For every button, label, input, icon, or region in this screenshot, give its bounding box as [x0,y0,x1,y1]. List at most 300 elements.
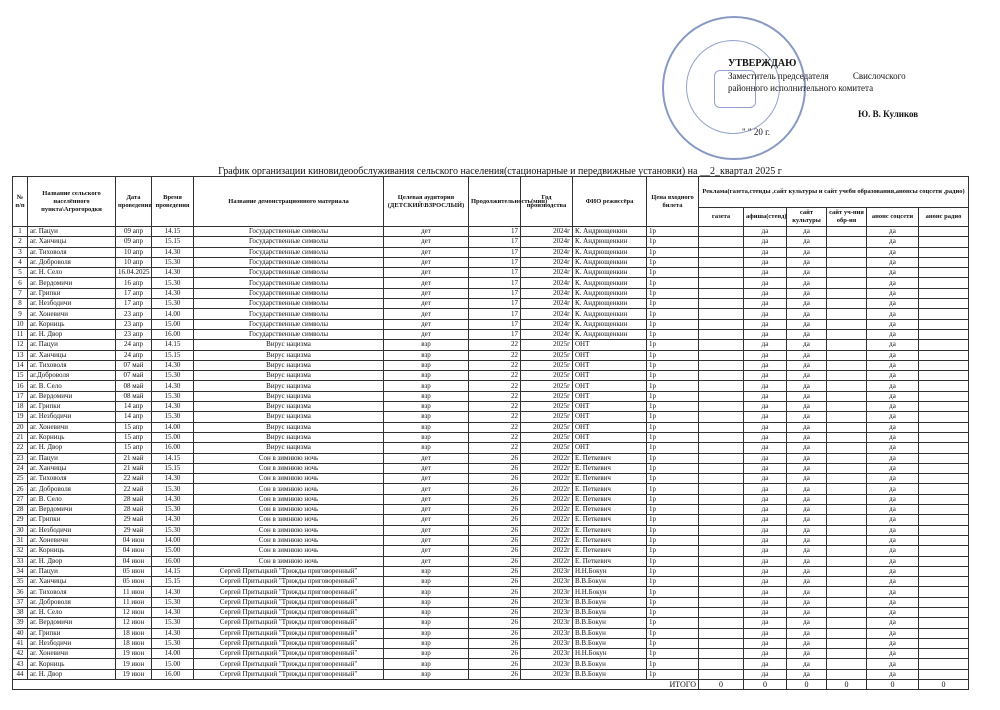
cell-settlement: аг. Н. Двор [28,669,116,679]
cell-ads-radio [919,535,969,545]
cell-time: 14.30 [152,587,194,597]
cell-ads-social: да [867,505,919,515]
cell-ads-social: да [867,453,919,463]
cell-year: 2023г [521,577,573,587]
cell-settlement: аг. Ханчицы [28,237,116,247]
cell-date: 04 июн [116,556,152,566]
cell-ads-social: да [867,360,919,370]
cell-ads-culture-site: да [787,525,827,535]
cell-num: 28 [13,505,28,515]
cell-date: 29 май [116,515,152,525]
cell-ads-radio [919,288,969,298]
cell-time: 14.30 [152,607,194,617]
cell-date: 21 май [116,463,152,473]
cell-date: 24 апр [116,350,152,360]
cell-price: 1р [647,432,699,442]
cell-ads-social: да [867,515,919,525]
cell-year: 2023г [521,566,573,576]
cell-director: ОНТ [573,371,647,381]
cell-ads-newspaper [699,463,744,473]
cell-film: Сергей Притыцкий "Трижды приговоренный" [194,669,384,679]
cell-ads-poster: да [744,546,787,556]
cell-ads-culture-site: да [787,278,827,288]
cell-time: 15.00 [152,432,194,442]
cell-ads-poster: да [744,556,787,566]
cell-ads-edu-site [827,237,867,247]
cell-ads-social: да [867,566,919,576]
table-row [13,360,969,370]
page-title: График организации киновидеообслуживания сельского населения(стационарные и передвижные установки) на __2_квартал 2025 г [218,166,782,177]
cell-director: Е. Петкевич [573,525,647,535]
cell-date: 15 апр [116,422,152,432]
cell-film: Государственные символы [194,309,384,319]
cell-ads-edu-site [827,329,867,339]
cell-time: 15.30 [152,278,194,288]
cell-num: 31 [13,535,28,545]
approval-block [728,58,978,138]
cell-time: 15.30 [152,525,194,535]
cell-film: Сон в зимнюю ночь [194,505,384,515]
cell-director: К. Андрющенкин [573,288,647,298]
cell-duration: 17 [469,247,521,257]
col-ads-culture-site: сайт культуры [787,208,827,227]
cell-director: ОНТ [573,350,647,360]
cell-price: 1р [647,340,699,350]
cell-year: 2023г [521,618,573,628]
cell-director: Е. Петкевич [573,546,647,556]
cell-time: 15.30 [152,391,194,401]
cell-ads-social: да [867,649,919,659]
cell-ads-social: да [867,227,919,237]
table-row [13,669,969,679]
cell-duration: 17 [469,288,521,298]
cell-director: Н.Н.Бокун [573,566,647,576]
cell-ads-social: да [867,546,919,556]
cell-num: 4 [13,257,28,267]
cell-ads-poster: да [744,432,787,442]
cell-audience: взр [384,371,469,381]
cell-date: 23 апр [116,319,152,329]
cell-ads-culture-site: да [787,474,827,484]
cell-year: 2024г [521,227,573,237]
cell-ads-radio [919,453,969,463]
cell-ads-radio [919,628,969,638]
cell-audience: дет [384,268,469,278]
cell-date: 07 май [116,371,152,381]
cell-duration: 17 [469,309,521,319]
cell-settlement: аг. Незбодичи [28,412,116,422]
header-row [13,177,969,208]
cell-duration: 26 [469,515,521,525]
cell-film: Сергей Притыцкий "Трижды приговоренный" [194,618,384,628]
cell-ads-edu-site [827,257,867,267]
cell-time: 14.00 [152,309,194,319]
cell-film: Сон в зимнюю ночь [194,463,384,473]
cell-film: Вирус нацизма [194,412,384,422]
table-row [13,649,969,659]
cell-time: 15.30 [152,618,194,628]
cell-ads-radio [919,649,969,659]
cell-ads-radio [919,587,969,597]
cell-time: 14.30 [152,360,194,370]
cell-audience: дет [384,463,469,473]
cell-year: 2022г [521,463,573,473]
cell-ads-edu-site [827,494,867,504]
cell-ads-radio [919,556,969,566]
cell-ads-culture-site: да [787,350,827,360]
cell-num: 44 [13,669,28,679]
cell-date: 18 июн [116,638,152,648]
cell-price: 1р [647,350,699,360]
cell-director: В.В.Бокун [573,669,647,679]
cell-price: 1р [647,288,699,298]
cell-ads-edu-site [827,227,867,237]
cell-settlement: аг. Доброволя [28,597,116,607]
cell-ads-edu-site [827,618,867,628]
cell-price: 1р [647,247,699,257]
cell-num: 42 [13,649,28,659]
cell-duration: 26 [469,597,521,607]
cell-date: 14 апр [116,412,152,422]
cell-ads-social: да [867,494,919,504]
cell-ads-edu-site [827,474,867,484]
cell-time: 15.30 [152,299,194,309]
cell-ads-newspaper [699,350,744,360]
cell-film: Сон в зимнюю ночь [194,515,384,525]
cell-ads-newspaper [699,597,744,607]
cell-date: 21 май [116,453,152,463]
cell-year: 2024г [521,319,573,329]
cell-director: Н.Н.Бокун [573,587,647,597]
cell-ads-social: да [867,309,919,319]
cell-ads-poster: да [744,618,787,628]
cell-ads-poster: да [744,474,787,484]
cell-ads-social: да [867,607,919,617]
cell-director: К. Андрющенкин [573,227,647,237]
cell-year: 2024г [521,237,573,247]
cell-ads-edu-site [827,402,867,412]
cell-price: 1р [647,525,699,535]
cell-settlement: аг. Незбодичи [28,638,116,648]
cell-ads-poster: да [744,288,787,298]
cell-ads-radio [919,391,969,401]
cell-duration: 22 [469,340,521,350]
cell-time: 14.30 [152,402,194,412]
table-row [13,525,969,535]
cell-ads-social: да [867,638,919,648]
cell-settlement: аг. Грипки [28,515,116,525]
cell-director: ОНТ [573,340,647,350]
cell-time: 14.15 [152,340,194,350]
cell-director: ОНТ [573,381,647,391]
cell-ads-newspaper [699,257,744,267]
cell-time: 16.00 [152,443,194,453]
cell-ads-newspaper [699,515,744,525]
table-row [13,247,969,257]
cell-date: 17 апр [116,299,152,309]
cell-year: 2023г [521,597,573,607]
cell-ads-poster: да [744,649,787,659]
cell-price: 1р [647,607,699,617]
table-row [13,391,969,401]
cell-date: 11 июн [116,587,152,597]
cell-settlement: аг. Вердомичи [28,278,116,288]
table-row [13,340,969,350]
cell-price: 1р [647,649,699,659]
cell-year: 2022г [521,515,573,525]
table-row [13,515,969,525]
cell-ads-radio [919,577,969,587]
cell-audience: дет [384,237,469,247]
cell-film: Сергей Притыцкий "Трижды приговоренный" [194,649,384,659]
cell-audience: дет [384,278,469,288]
cell-settlement: аг. Тиховоля [28,247,116,257]
cell-year: 2022г [521,525,573,535]
cell-year: 2023г [521,607,573,617]
table-row [13,329,969,339]
cell-audience: взр [384,587,469,597]
cell-ads-poster: да [744,628,787,638]
table-row [13,494,969,504]
cell-ads-radio [919,360,969,370]
cell-ads-poster: да [744,329,787,339]
cell-ads-social: да [867,381,919,391]
cell-ads-edu-site [827,535,867,545]
table-row [13,577,969,587]
cell-year: 2023г [521,587,573,597]
cell-audience: дет [384,556,469,566]
cell-ads-culture-site: да [787,247,827,257]
cell-ads-radio [919,422,969,432]
cell-price: 1р [647,638,699,648]
col-ads-radio: анонс радио [919,208,969,227]
cell-director: К. Андрющенкин [573,247,647,257]
table-row [13,607,969,617]
cell-year: 2022г [521,546,573,556]
col-ads-group: Реклама(газета,стенды ,сайт культуры и сайт учебн образования,анонсы соцсети ,радио) [699,177,969,208]
table-row [13,546,969,556]
cell-film: Сон в зимнюю ночь [194,494,384,504]
cell-ads-radio [919,597,969,607]
cell-ads-radio [919,484,969,494]
col-price: Цена входного билета [647,177,699,227]
cell-ads-edu-site [827,309,867,319]
table-row [13,432,969,442]
cell-settlement: аг. Ханчицы [28,577,116,587]
cell-ads-edu-site [827,268,867,278]
cell-ads-social: да [867,268,919,278]
cell-duration: 26 [469,494,521,504]
cell-time: 15.15 [152,577,194,587]
cell-duration: 26 [469,463,521,473]
cell-settlement: аг. Корниць [28,319,116,329]
cell-ads-poster: да [744,402,787,412]
cell-date: 10 апр [116,257,152,267]
cell-time: 15.30 [152,412,194,422]
cell-year: 2025г [521,391,573,401]
cell-ads-culture-site: да [787,237,827,247]
cell-ads-radio [919,443,969,453]
cell-ads-newspaper [699,381,744,391]
cell-settlement: аг. Хоневичи [28,309,116,319]
cell-film: Государственные символы [194,299,384,309]
cell-ads-social: да [867,422,919,432]
cell-ads-radio [919,638,969,648]
approval-date: " " 20 г. [742,127,771,137]
cell-film: Сергей Притыцкий "Трижды приговоренный" [194,607,384,617]
cell-ads-culture-site: да [787,505,827,515]
cell-ads-culture-site: да [787,412,827,422]
cell-director: В.В.Бокун [573,638,647,648]
table-row [13,412,969,422]
table-row [13,268,969,278]
cell-price: 1р [647,453,699,463]
cell-duration: 26 [469,607,521,617]
cell-settlement: аг. Хоневичи [28,422,116,432]
cell-audience: взр [384,350,469,360]
col-num: № п/п [13,177,28,227]
cell-director: ОНТ [573,422,647,432]
cell-price: 1р [647,628,699,638]
cell-ads-culture-site: да [787,309,827,319]
cell-settlement: аг. Тиховоля [28,474,116,484]
cell-duration: 26 [469,546,521,556]
cell-film: Вирус нацизма [194,350,384,360]
cell-date: 12 июн [116,607,152,617]
cell-ads-culture-site: да [787,628,827,638]
cell-ads-social: да [867,278,919,288]
cell-audience: дет [384,515,469,525]
cell-ads-culture-site: да [787,432,827,442]
cell-ads-poster: да [744,340,787,350]
cell-director: К. Андрющенкин [573,299,647,309]
col-director: ФИО режиссёра [573,177,647,227]
cell-ads-culture-site: да [787,319,827,329]
cell-ads-social: да [867,669,919,679]
cell-ads-culture-site: да [787,391,827,401]
col-ads-newspaper: газета [699,208,744,227]
cell-time: 15.30 [152,597,194,607]
cell-ads-social: да [867,432,919,442]
cell-ads-culture-site: да [787,577,827,587]
cell-ads-radio [919,607,969,617]
cell-date: 04 июн [116,546,152,556]
cell-ads-poster: да [744,669,787,679]
cell-director: ОНТ [573,432,647,442]
cell-duration: 22 [469,350,521,360]
cell-date: 11 июн [116,597,152,607]
cell-ads-culture-site: да [787,515,827,525]
cell-year: 2023г [521,638,573,648]
cell-date: 28 май [116,505,152,515]
cell-ads-social: да [867,525,919,535]
cell-film: Сон в зимнюю ночь [194,535,384,545]
cell-ads-newspaper [699,443,744,453]
cell-audience: дет [384,525,469,535]
cell-ads-poster: да [744,257,787,267]
cell-ads-social: да [867,391,919,401]
cell-ads-poster: да [744,515,787,525]
cell-ads-radio [919,371,969,381]
cell-settlement: аг. Доброволя [28,257,116,267]
cell-duration: 26 [469,474,521,484]
cell-num: 8 [13,299,28,309]
cell-ads-newspaper [699,566,744,576]
table-row [13,587,969,597]
cell-duration: 17 [469,257,521,267]
cell-director: ОНТ [573,391,647,401]
table-row [13,278,969,288]
cell-duration: 17 [469,268,521,278]
cell-ads-radio [919,412,969,422]
cell-year: 2023г [521,659,573,669]
cell-year: 2025г [521,432,573,442]
cell-date: 09 апр [116,227,152,237]
cell-ads-culture-site: да [787,566,827,576]
cell-ads-poster: да [744,237,787,247]
cell-date: 28 май [116,494,152,504]
cell-ads-social: да [867,329,919,339]
cell-film: Государственные символы [194,237,384,247]
cell-time: 16.00 [152,329,194,339]
cell-settlement: аг. Н. Двор [28,443,116,453]
cell-ads-social: да [867,474,919,484]
cell-duration: 26 [469,556,521,566]
cell-director: Е. Петкевич [573,556,647,566]
cell-date: 10 апр [116,247,152,257]
cell-ads-newspaper [699,247,744,257]
cell-ads-newspaper [699,371,744,381]
cell-year: 2022г [521,505,573,515]
cell-ads-newspaper [699,268,744,278]
cell-ads-edu-site [827,546,867,556]
cell-duration: 17 [469,227,521,237]
cell-director: ОНТ [573,443,647,453]
cell-ads-edu-site [827,484,867,494]
cell-ads-newspaper [699,391,744,401]
cell-audience: дет [384,247,469,257]
cell-date: 04 июн [116,535,152,545]
cell-ads-culture-site: да [787,659,827,669]
cell-year: 2022г [521,453,573,463]
col-ads-edu-site: сайт уч-ния обр-ия [827,208,867,227]
cell-ads-radio [919,402,969,412]
cell-ads-radio [919,515,969,525]
cell-year: 2024г [521,288,573,298]
cell-settlement: аг. Грипки [28,288,116,298]
cell-price: 1р [647,494,699,504]
cell-ads-radio [919,319,969,329]
cell-ads-edu-site [827,422,867,432]
cell-num: 32 [13,546,28,556]
cell-audience: взр [384,566,469,576]
cell-duration: 26 [469,618,521,628]
cell-date: 23 апр [116,329,152,339]
col-audience: Целевая аудитория (ДЕТСКИЙ\ВЗРОСЛЫЙ) [384,177,469,227]
cell-duration: 22 [469,402,521,412]
cell-settlement: аг. Вердомичи [28,391,116,401]
cell-ads-culture-site: да [787,535,827,545]
cell-film: Государственные символы [194,227,384,237]
cell-ads-social: да [867,371,919,381]
cell-audience: взр [384,628,469,638]
cell-num: 39 [13,618,28,628]
cell-year: 2025г [521,422,573,432]
cell-audience: дет [384,474,469,484]
cell-price: 1р [647,535,699,545]
cell-num: 15 [13,371,28,381]
cell-date: 09 апр [116,237,152,247]
